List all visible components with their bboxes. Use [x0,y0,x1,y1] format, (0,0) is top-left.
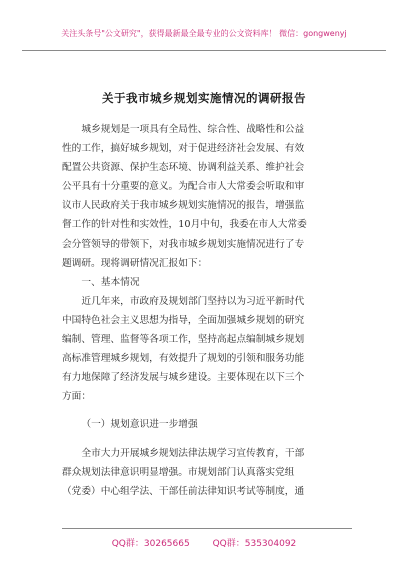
body-line: 编制、管理、监督等各项工作，坚持高起点编制城乡规划 [62,334,305,346]
body-line: 配置公共资源、保护生态环境、协调利益关系、维护社会 [62,162,305,174]
footer-divider [62,528,352,529]
body-line: 督工作的针对性和实效性，10月中旬，我委在市人大常委 [62,219,307,231]
qq-group-1: QQ群：30265665 [111,539,190,549]
body-line: 会分管领导的带领下，对我市城乡规划实施情况进行了专 [62,238,305,250]
body-line: 近几年来，市政府及规划部门坚持以为习近平新时代 [81,295,305,307]
subsection-heading: （一）规划意识进一步增强 [81,419,198,431]
document-body [62,120,352,501]
header-divider [22,50,386,51]
body-line: 中国特色社会主义思想为指导，全面加强城乡规划的研究 [62,314,305,326]
section-heading: 一、基本情况 [81,276,140,288]
footer-contacts [0,536,408,549]
body-line: 群众规划法律意识明显增强。市规划部门认真落实党组 [62,466,295,478]
body-line: 题调研。现将调研情况汇报如下： [62,257,208,269]
body-line: 性的工作，搞好城乡规划，对于促进经济社会发展、有效 [62,143,305,155]
body-line: 有力地保障了经济发展与城乡建设。主要体现在以下三个 [62,372,305,384]
body-line: 全市大力开展城乡规划法律法规学习宣传教育，干部 [81,447,305,459]
qq-group-2: QQ群：535304092 [212,539,297,549]
body-line: 议市人民政府关于我市城乡规划实施情况的报告，增强监 [62,200,305,212]
document-title: 关于我市城乡规划实施情况的调研报告 [102,91,306,105]
body-line: 方面： [62,391,92,403]
promo-banner: 关注头条号"公文研究"，获得最新最全最专业的公文资料库！ 微信：gongwenyj [61,29,347,38]
body-line: 城乡规划是一项具有全局性、综合性、战略性和公益 [81,124,305,135]
body-line: （党委）中心组学法、干部任前法律知识考试等制度，通 [62,485,305,497]
body-line: 公平具有十分重要的意义。为配合市人大常委会听取和审 [62,181,305,193]
body-line: 高标准管理城乡规划，有效提升了规划的引领和服务功能 [62,353,305,365]
